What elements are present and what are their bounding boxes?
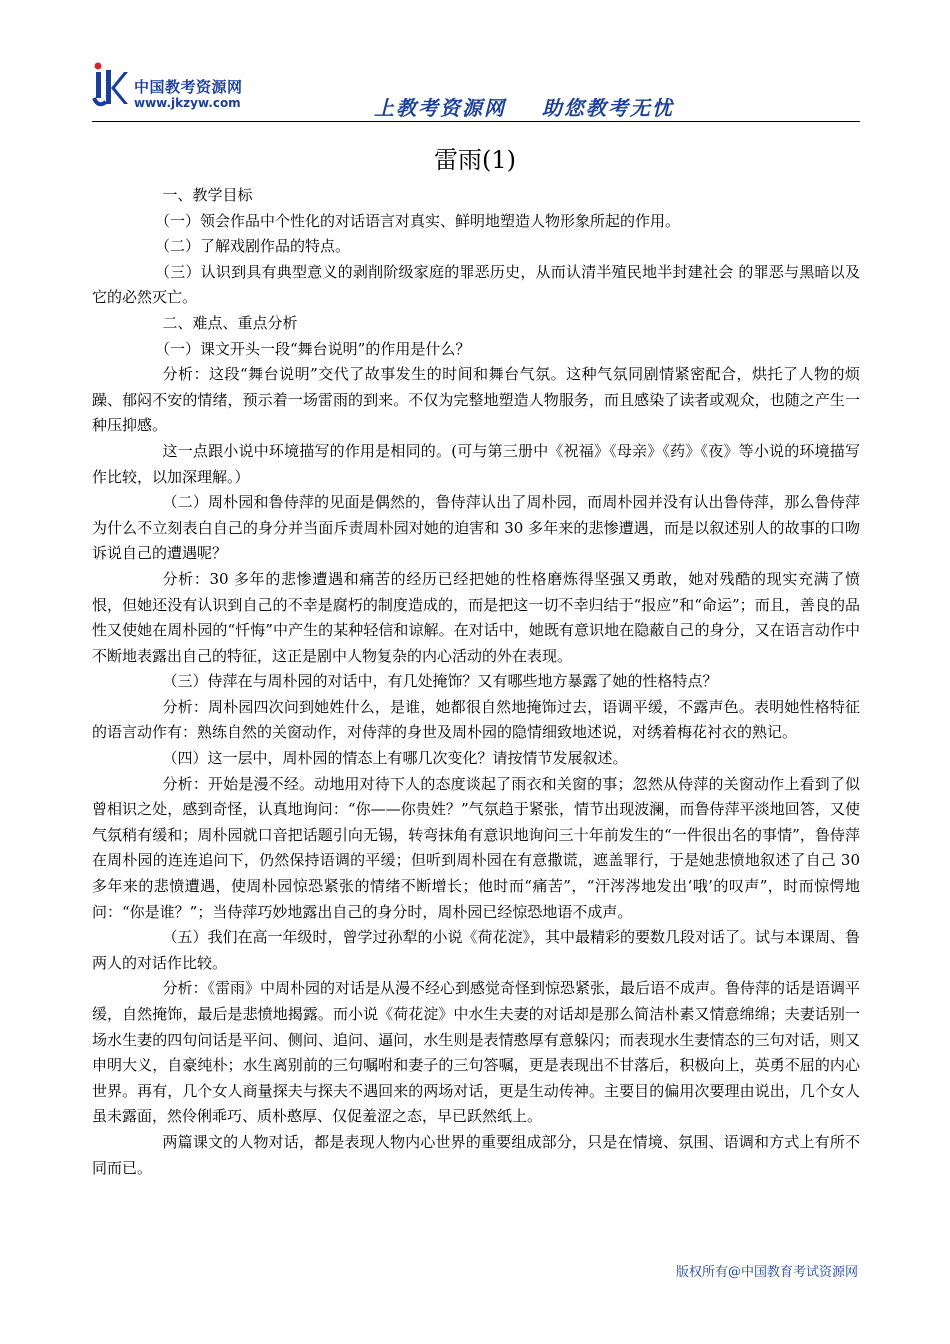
site-name: 中国教考资源网 (134, 78, 243, 96)
paragraph: 两篇课文的人物对话，都是表现人物内心世界的重要组成部分，只是在情境、氛围、语调和方式上有所不同而已。 (92, 1132, 860, 1177)
question: （五）我们在高一年级时，曾学过孙犁的小说《荷花淀》，其中最精彩的要数几段对话了。试与本课周、鲁两人的对话作比较。 (92, 928, 861, 972)
section-heading: 一、教学目标 (162, 186, 253, 204)
page-header (92, 62, 862, 124)
analysis: 分析：《雷雨》中周朴园的对话是从漫不经心到感觉奇怪到惊恐紧张，最后语不成声。鲁侍萍的话是语调平缓，自然掩饰，最后是悲愤地揭露。而小说《荷花淀》中水生夫妻的对话却是那么简洁朴素又情意绵绵；夫妻话别一场水生妻的四句问话是平问、侧问、追问、逼问，水生则是表情憨厚有意躲闪；而表现水生妻情态的三句对话，则又申明大义，自豪纯朴；水生离别前的三句嘱咐和妻子的三句答嘱，更是表现出不甘落后，积极向上，英勇不屈的内心世界。再有，几个女人商量探夫与探夫不遇回来的两场对话，更是生动传神。主要目的偏用次要理由说出，几个女人虽未露面，然伶俐乖巧、质朴憨厚、仅促羞涩之态，早已跃然纸上。 (92, 979, 861, 1126)
question: （三）侍萍在与周朴园的对话中，有几处掩饰？又有哪些地方暴露了她的性格特点？ (162, 672, 718, 691)
header-divider (92, 121, 860, 122)
paragraph: 这一点跟小说中环境描写的作用是相同的。(可与第三册中《祝福》《母亲》《药》《夜》等小说的环境描写作比较，以加深理解。） (92, 441, 860, 486)
analysis: 分析：周朴园四次问到她姓什么，是谁，她都很自然地掩饰过去，语调平缓，不露声色。表明她性格特征的语言动作有：熟练自然的关窗动作，对侍萍的身世及周朴园的隐情细致地述说，对绣着梅花衬衣的熟记。 (92, 697, 860, 742)
analysis: 分析：开始是漫不经。动地用对待下人的态度谈起了雨衣和关窗的事；忽然从侍萍的关窗动作上看到了似曾相识之处，感到奇怪，认真地询问：“你——你贵姓？”气氛趋于紧张，情节出现波澜，而鲁侍萍平淡地回答，又使气氛稍有缓和；周朴园就口音把话题引向无锡，转弯抹角有意识地询问三十年前发生的“一件很出名的事情”，鲁侍萍在周朴园的连连追问下，仍然保持语调的平缓；但听到周朴园在有意撒谎，遮盖罪行，于是她悲愤地叙述了自己 30 多年来的悲愤遭遇，使周朴园惊恐紧张的情绪不断增长；他时而“痛苦”，“汗涔涔地发出‘哦’的叹声”，时而惊愕地问：“你是谁？”；当侍萍巧妙地露出自己的身分时，周朴园已经惊恐地语不成声。 (92, 774, 860, 921)
document-title: 雷雨(1) (434, 146, 516, 174)
question: （一）课文开头一段“舞台说明”的作用是什么？ (155, 339, 471, 358)
section-heading: 二、难点、重点分析 (162, 313, 298, 332)
document-body (92, 183, 860, 1181)
paragraph: （二）了解戏剧作品的特点。 (155, 237, 351, 256)
jk-logo-icon (92, 62, 128, 110)
site-url[interactable]: www.jkzyw.com (134, 96, 241, 110)
analysis: 分析：30 多年的悲惨遭遇和痛苦的经历已经把她的性格磨炼得坚强又勇敢，她对残酷的现实充满了愤恨，但她还没有认识到自己的不幸是腐朽的制度造成的，而是把这一切不幸归结于“报应”和“命运”；而且，善良的品性又使她在周朴园的“忏悔”中产生的某种轻信和谅解。在对话中，她既有意识地在隐蔽自己的身分，又在语言动作中不断地表露出自己的特征，这正是剧中人物复杂的内心活动的外在表现。 (92, 569, 860, 665)
paragraph: （三）认识到具有典型意义的剥削阶级家庭的罪恶历史，从而认清半殖民地半封建社会 的罪恶与黑暗以及它的必然灭亡。 (92, 262, 860, 307)
question: （二）周朴园和鲁侍萍的见面是偶然的，鲁侍萍认出了周朴园，而周朴园并没有认出鲁侍萍，那么鲁侍萍为什么不立刻表白自己的身分并当面斥责周朴园对她的迫害和 30 多年来的悲惨遭遇，而是以叙述别人的故事的口吻诉说自己的遭遇呢？ (92, 493, 860, 563)
header-slogan: 上教考资源网 助您教考无忧 (374, 96, 674, 120)
question: （四）这一层中，周朴园的情态上有哪几次变化？请按情节发展叙述。 (162, 749, 628, 768)
paragraph: （一）领会作品中个性化的对话语言对真实、鲜明地塑造人物形象所起的作用。 (155, 211, 681, 230)
analysis: 分析：这段“舞台说明”交代了故事发生的时间和舞台气氛。这种气氛同剧情紧密配合，烘托了人物的烦躁、郁闷不安的情绪，预示着一场雷雨的到来。不仅为完整地塑造人物服务，而且感染了读者或观众，也随之产生一种压抑感。 (92, 365, 860, 435)
footer-copyright: 版权所有@中国教育考试资源网 (675, 1265, 858, 1280)
